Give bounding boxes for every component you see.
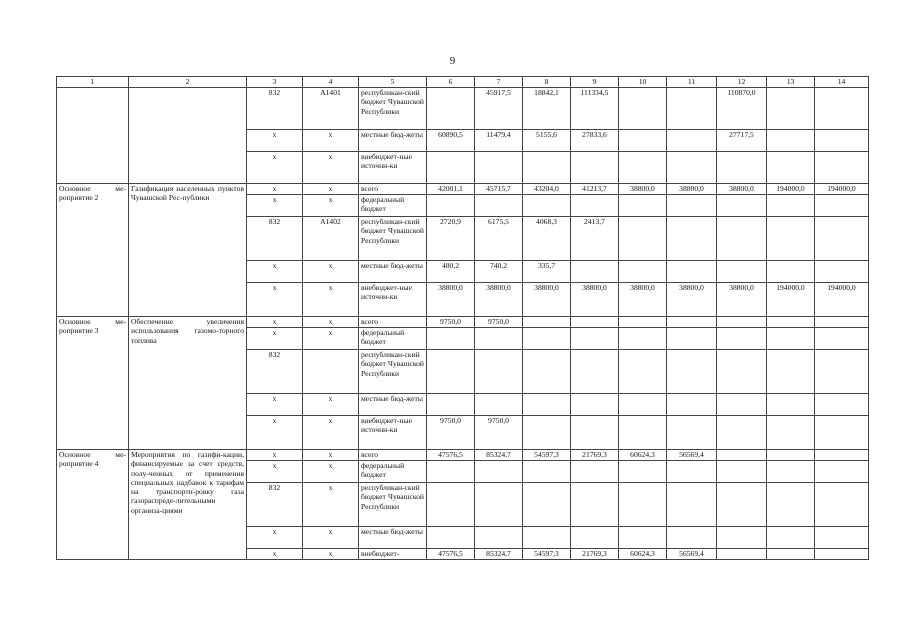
value-cell-12 (717, 317, 767, 328)
value-cell-7: 85324,7 (475, 450, 523, 461)
funding-source-cell: федеральный бюджет (359, 328, 427, 350)
value-cell-14 (815, 394, 869, 416)
value-cell-10 (619, 483, 667, 527)
value-cell-11 (667, 152, 717, 184)
funding-source-cell: внебюджет-ные источни-ки (359, 283, 427, 317)
value-cell-11 (667, 130, 717, 152)
value-cell-11 (667, 483, 717, 527)
code-cell: х (247, 549, 303, 560)
value-cell-8: 18842,1 (523, 88, 571, 130)
measure-description-cell (129, 88, 247, 184)
value-cell-14: 194000,0 (815, 283, 869, 317)
value-cell-12 (717, 450, 767, 461)
value-cell-11: 56569,4 (667, 450, 717, 461)
header-cell-12: 12 (717, 77, 767, 88)
value-cell-6: 9750,0 (427, 416, 475, 450)
section-code-cell (303, 350, 359, 394)
section-code-cell: х (303, 483, 359, 527)
value-cell-12 (717, 350, 767, 394)
value-cell-14 (815, 261, 869, 283)
code-cell: х (247, 152, 303, 184)
value-cell-11 (667, 461, 717, 483)
funding-source-cell: местные бюд-жеты (359, 394, 427, 416)
header-cell-5: 5 (359, 77, 427, 88)
value-cell-10: 38800,0 (619, 184, 667, 195)
value-cell-9: 21769,3 (571, 549, 619, 560)
header-cell-13: 13 (767, 77, 815, 88)
funding-source-cell: федеральный бюджет (359, 195, 427, 217)
section-code-cell: х (303, 317, 359, 328)
value-cell-8: 43204,0 (523, 184, 571, 195)
value-cell-9: 27833,6 (571, 130, 619, 152)
funding-source-cell: всего (359, 450, 427, 461)
value-cell-9 (571, 394, 619, 416)
value-cell-8: 335,7 (523, 261, 571, 283)
value-cell-6: 2720,9 (427, 217, 475, 261)
value-cell-12 (717, 217, 767, 261)
section-code-cell: х (303, 261, 359, 283)
value-cell-11 (667, 88, 717, 130)
code-cell: х (247, 328, 303, 350)
value-cell-9: 38800,0 (571, 283, 619, 317)
value-cell-14 (815, 350, 869, 394)
value-cell-14 (815, 152, 869, 184)
value-cell-14 (815, 549, 869, 560)
measure-description-cell: Обеспечение увеличения использования газомо-торного топлива (129, 317, 247, 450)
code-cell: х (247, 283, 303, 317)
table-header-row (57, 77, 869, 88)
value-cell-13 (767, 217, 815, 261)
funding-source-cell: республикан-ский бюджет Чувашской Республики (359, 350, 427, 394)
value-cell-7: 45715,7 (475, 184, 523, 195)
value-cell-6 (427, 328, 475, 350)
code-cell: х (247, 195, 303, 217)
section-code-cell: х (303, 527, 359, 549)
value-cell-9 (571, 261, 619, 283)
value-cell-12 (717, 416, 767, 450)
code-cell: х (247, 317, 303, 328)
value-cell-13 (767, 317, 815, 328)
section-code-cell: х (303, 450, 359, 461)
code-cell: х (247, 261, 303, 283)
value-cell-7 (475, 461, 523, 483)
value-cell-9: 41213,7 (571, 184, 619, 195)
code-cell: х (247, 394, 303, 416)
value-cell-13 (767, 527, 815, 549)
value-cell-6: 60890,5 (427, 130, 475, 152)
value-cell-13 (767, 549, 815, 560)
funding-source-cell: внебюджет- (359, 549, 427, 560)
value-cell-8: 4068,3 (523, 217, 571, 261)
value-cell-8 (523, 195, 571, 217)
value-cell-7: 11479,4 (475, 130, 523, 152)
value-cell-14 (815, 461, 869, 483)
value-cell-6 (427, 88, 475, 130)
header-cell-6: 6 (427, 77, 475, 88)
funding-source-cell: всего (359, 317, 427, 328)
value-cell-6: 47576,5 (427, 450, 475, 461)
section-code-cell: х (303, 195, 359, 217)
value-cell-6 (427, 527, 475, 549)
value-cell-8 (523, 328, 571, 350)
value-cell-10 (619, 416, 667, 450)
value-cell-7: 85324,7 (475, 549, 523, 560)
section-code-cell: х (303, 152, 359, 184)
value-cell-6: 480,2 (427, 261, 475, 283)
value-cell-7 (475, 394, 523, 416)
value-cell-10 (619, 130, 667, 152)
value-cell-14 (815, 450, 869, 461)
value-cell-9: 2413,7 (571, 217, 619, 261)
value-cell-11: 56569,4 (667, 549, 717, 560)
value-cell-12 (717, 152, 767, 184)
value-cell-11 (667, 350, 717, 394)
value-cell-13 (767, 483, 815, 527)
value-cell-13 (767, 195, 815, 217)
value-cell-14 (815, 483, 869, 527)
value-cell-11 (667, 195, 717, 217)
value-cell-10 (619, 217, 667, 261)
code-cell: 832 (247, 217, 303, 261)
value-cell-13 (767, 152, 815, 184)
header-cell-8: 8 (523, 77, 571, 88)
value-cell-13 (767, 88, 815, 130)
value-cell-9 (571, 152, 619, 184)
value-cell-10: 60624,3 (619, 549, 667, 560)
value-cell-6 (427, 461, 475, 483)
table-row (57, 450, 869, 461)
measure-name-cell (57, 88, 129, 184)
value-cell-12 (717, 195, 767, 217)
code-cell: 832 (247, 483, 303, 527)
value-cell-13: 194000,0 (767, 184, 815, 195)
value-cell-13 (767, 328, 815, 350)
value-cell-8: 54597,3 (523, 549, 571, 560)
value-cell-9 (571, 527, 619, 549)
value-cell-11 (667, 328, 717, 350)
table-row (57, 184, 869, 195)
section-code-cell: А1402 (303, 217, 359, 261)
code-cell: 832 (247, 88, 303, 130)
header-cell-2: 2 (129, 77, 247, 88)
value-cell-13 (767, 350, 815, 394)
value-cell-12: 38800,0 (717, 184, 767, 195)
header-cell-7: 7 (475, 77, 523, 88)
value-cell-7: 9750,0 (475, 317, 523, 328)
value-cell-12: 110870,0 (717, 88, 767, 130)
value-cell-10 (619, 350, 667, 394)
funding-source-cell: республикан-ский бюджет Чувашской Республики (359, 217, 427, 261)
value-cell-14 (815, 317, 869, 328)
measure-description-cell: Мероприятия по газифи-кации, финансируемые за счет средств, полу-ченных от применения специальных надбавок к тарифам на транспорти-ровку газа газораспреде-лительными организа-циями (129, 450, 247, 560)
value-cell-12 (717, 394, 767, 416)
value-cell-9 (571, 416, 619, 450)
table-row (57, 88, 869, 130)
value-cell-12 (717, 261, 767, 283)
value-cell-7: 38800,0 (475, 283, 523, 317)
value-cell-9 (571, 317, 619, 328)
code-cell: х (247, 130, 303, 152)
value-cell-14 (815, 130, 869, 152)
value-cell-10 (619, 527, 667, 549)
code-cell: х (247, 527, 303, 549)
header-cell-11: 11 (667, 77, 717, 88)
value-cell-7: 45917,5 (475, 88, 523, 130)
funding-source-cell: внебюджет-ные источни-ки (359, 416, 427, 450)
value-cell-11 (667, 217, 717, 261)
value-cell-10: 38800,0 (619, 283, 667, 317)
value-cell-9: 21769,3 (571, 450, 619, 461)
funding-source-cell: всего (359, 184, 427, 195)
value-cell-13 (767, 461, 815, 483)
measure-name-cell: Основное ме-роприятие 4 (57, 450, 129, 560)
page-number: 9 (449, 55, 456, 67)
value-cell-10 (619, 461, 667, 483)
table-row (57, 317, 869, 328)
value-cell-6: 38800,0 (427, 283, 475, 317)
value-cell-8 (523, 317, 571, 328)
value-cell-6 (427, 152, 475, 184)
header-cell-1: 1 (57, 77, 129, 88)
section-code-cell: х (303, 461, 359, 483)
budget-table (56, 76, 869, 560)
value-cell-9 (571, 350, 619, 394)
code-cell: х (247, 450, 303, 461)
value-cell-8: 5155,6 (523, 130, 571, 152)
code-cell: 832 (247, 350, 303, 394)
header-cell-10: 10 (619, 77, 667, 88)
value-cell-7 (475, 328, 523, 350)
value-cell-14 (815, 217, 869, 261)
value-cell-9: 111334,5 (571, 88, 619, 130)
value-cell-7: 740,2 (475, 261, 523, 283)
funding-source-cell: местные бюд-жеты (359, 527, 427, 549)
value-cell-13 (767, 394, 815, 416)
value-cell-10 (619, 88, 667, 130)
value-cell-7 (475, 195, 523, 217)
section-code-cell: х (303, 416, 359, 450)
value-cell-8: 54597,3 (523, 450, 571, 461)
value-cell-13 (767, 416, 815, 450)
value-cell-8 (523, 152, 571, 184)
value-cell-11 (667, 261, 717, 283)
value-cell-14 (815, 88, 869, 130)
value-cell-12 (717, 527, 767, 549)
value-cell-8 (523, 483, 571, 527)
value-cell-12 (717, 328, 767, 350)
value-cell-10 (619, 261, 667, 283)
section-code-cell: х (303, 549, 359, 560)
header-cell-3: 3 (247, 77, 303, 88)
section-code-cell: х (303, 184, 359, 195)
header-cell-4: 4 (303, 77, 359, 88)
value-cell-6: 9750,0 (427, 317, 475, 328)
measure-description-cell: Газификация населенных пунктов Чувашской Рес-публики (129, 184, 247, 317)
value-cell-12 (717, 461, 767, 483)
value-cell-11 (667, 527, 717, 549)
value-cell-9 (571, 483, 619, 527)
funding-source-cell: местные бюд-жеты (359, 130, 427, 152)
value-cell-6 (427, 483, 475, 527)
section-code-cell: х (303, 328, 359, 350)
value-cell-10 (619, 195, 667, 217)
value-cell-8 (523, 350, 571, 394)
value-cell-12: 27717,5 (717, 130, 767, 152)
value-cell-8 (523, 416, 571, 450)
value-cell-14 (815, 328, 869, 350)
value-cell-11: 38800,0 (667, 283, 717, 317)
value-cell-7: 9750,0 (475, 416, 523, 450)
value-cell-14 (815, 527, 869, 549)
value-cell-10 (619, 394, 667, 416)
value-cell-10 (619, 152, 667, 184)
header-cell-14: 14 (815, 77, 869, 88)
value-cell-8 (523, 461, 571, 483)
value-cell-8 (523, 527, 571, 549)
section-code-cell: А1401 (303, 88, 359, 130)
value-cell-13 (767, 261, 815, 283)
value-cell-6: 42001,1 (427, 184, 475, 195)
funding-source-cell: внебюджет-ные источни-ки (359, 152, 427, 184)
value-cell-9 (571, 328, 619, 350)
value-cell-10 (619, 317, 667, 328)
value-cell-6 (427, 195, 475, 217)
value-cell-7 (475, 527, 523, 549)
value-cell-6: 47576,5 (427, 549, 475, 560)
code-cell: х (247, 416, 303, 450)
value-cell-7 (475, 152, 523, 184)
value-cell-12 (717, 483, 767, 527)
value-cell-10: 60624,3 (619, 450, 667, 461)
value-cell-13 (767, 450, 815, 461)
value-cell-11 (667, 416, 717, 450)
funding-source-cell: республикан-ский бюджет Чувашской Республики (359, 483, 427, 527)
value-cell-7 (475, 483, 523, 527)
value-cell-7 (475, 350, 523, 394)
value-cell-12: 38800,0 (717, 283, 767, 317)
value-cell-11 (667, 394, 717, 416)
value-cell-7: 6175,5 (475, 217, 523, 261)
measure-name-cell: Основное ме-роприятие 3 (57, 317, 129, 450)
value-cell-13 (767, 130, 815, 152)
section-code-cell: х (303, 130, 359, 152)
value-cell-12 (717, 549, 767, 560)
funding-source-cell: федеральный бюджет (359, 461, 427, 483)
code-cell: х (247, 184, 303, 195)
section-code-cell: х (303, 394, 359, 416)
funding-source-cell: республикан-ский бюджет Чувашской Республики (359, 88, 427, 130)
section-code-cell: х (303, 283, 359, 317)
value-cell-11: 38800,0 (667, 184, 717, 195)
value-cell-8 (523, 394, 571, 416)
value-cell-6 (427, 394, 475, 416)
value-cell-14 (815, 195, 869, 217)
value-cell-9 (571, 461, 619, 483)
value-cell-14: 194000,0 (815, 184, 869, 195)
code-cell: х (247, 461, 303, 483)
value-cell-6 (427, 350, 475, 394)
measure-name-cell: Основное ме-роприятие 2 (57, 184, 129, 317)
value-cell-11 (667, 317, 717, 328)
value-cell-14 (815, 416, 869, 450)
funding-source-cell: местные бюд-жеты (359, 261, 427, 283)
value-cell-8: 38800,0 (523, 283, 571, 317)
header-cell-9: 9 (571, 77, 619, 88)
value-cell-10 (619, 328, 667, 350)
value-cell-9 (571, 195, 619, 217)
value-cell-13: 194000,0 (767, 283, 815, 317)
